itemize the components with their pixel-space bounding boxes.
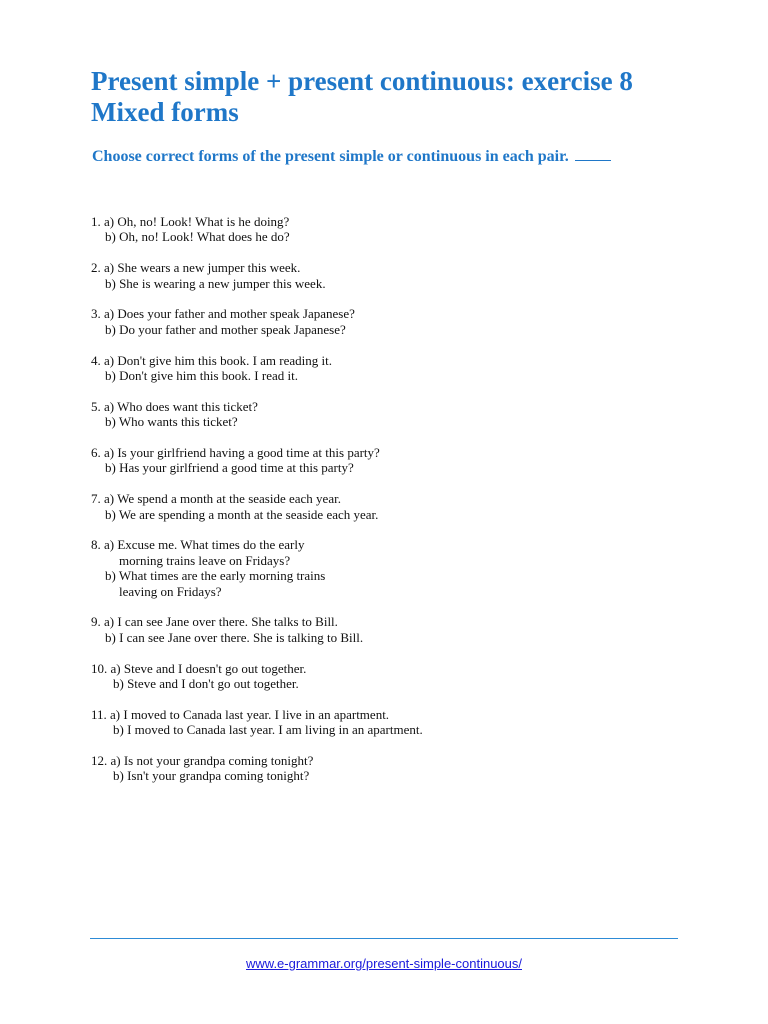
option-b: b) I can see Jane over there. She is talking to Bill. <box>105 629 364 645</box>
footer <box>0 956 768 972</box>
option-a: 5. a) Who does want this ticket? <box>91 398 258 414</box>
exercise-list <box>91 214 691 799</box>
option-a: 2. a) She wears a new jumper this week. <box>91 260 301 276</box>
option-b: b) Has your girlfriend a good time at this party? <box>105 460 354 476</box>
exercise-item-2 <box>91 260 691 291</box>
option-a: 4. a) Don't give him this book. I am reading it. <box>91 352 332 368</box>
option-b: b) Steve and I don't go out together. <box>113 676 299 692</box>
exercise-item-4 <box>91 353 691 384</box>
exercise-item-9 <box>91 614 691 645</box>
option-b: b) Who wants this ticket? <box>105 414 238 430</box>
exercise-item-8 <box>91 537 691 599</box>
option-a: 6. a) Is your girlfriend having a good time at this party? <box>91 445 380 461</box>
instruction-text <box>92 146 732 167</box>
option-b-continuation: leaving on Fridays? <box>119 583 222 599</box>
option-a: 9. a) I can see Jane over there. She talks to Bill. <box>91 614 338 630</box>
option-a-continuation: morning trains leave on Fridays? <box>119 552 291 568</box>
score-blank <box>575 146 611 161</box>
option-b: b) What times are the early morning trains <box>105 568 326 584</box>
source-link[interactable]: www.e-grammar.org/present-simple-continuous/ <box>246 956 522 971</box>
option-a: 12. a) Is not your grandpa coming tonight? <box>91 753 314 769</box>
exercise-item-11 <box>91 707 691 738</box>
title-line-2: Mixed forms <box>91 97 239 127</box>
option-a: 11. a) I moved to Canada last year. I live in an apartment. <box>91 706 390 722</box>
page-title <box>91 66 731 128</box>
option-b: b) Isn't your grandpa coming tonight? <box>113 768 310 784</box>
option-b: b) She is wearing a new jumper this week. <box>105 275 326 291</box>
option-b: b) We are spending a month at the seaside each year. <box>105 506 379 522</box>
exercise-item-5 <box>91 399 691 430</box>
option-a: 7. a) We spend a month at the seaside each year. <box>91 491 341 507</box>
footer-divider <box>90 938 678 939</box>
option-b: b) Do your father and mother speak Japanese? <box>105 321 346 337</box>
option-b: b) Oh, no! Look! What does he do? <box>105 229 290 245</box>
title-line-1: Present simple + present continuous: exercise 8 <box>91 66 633 96</box>
exercise-item-3 <box>91 306 691 337</box>
option-a: 10. a) Steve and I doesn't go out together. <box>91 660 307 676</box>
exercise-item-1 <box>91 214 691 245</box>
exercise-item-6 <box>91 445 691 476</box>
exercise-item-12 <box>91 753 691 784</box>
option-a: 8. a) Excuse me. What times do the early <box>91 537 305 553</box>
option-a: 1. a) Oh, no! Look! What is he doing? <box>91 214 290 229</box>
exercise-item-7 <box>91 491 691 522</box>
exercise-item-10 <box>91 661 691 692</box>
option-b: b) Don't give him this book. I read it. <box>105 368 298 384</box>
instruction-label: Choose correct forms of the present simple or continuous in each pair. <box>92 148 569 165</box>
option-b: b) I moved to Canada last year. I am living in an apartment. <box>113 722 423 738</box>
option-a: 3. a) Does your father and mother speak Japanese? <box>91 306 355 322</box>
